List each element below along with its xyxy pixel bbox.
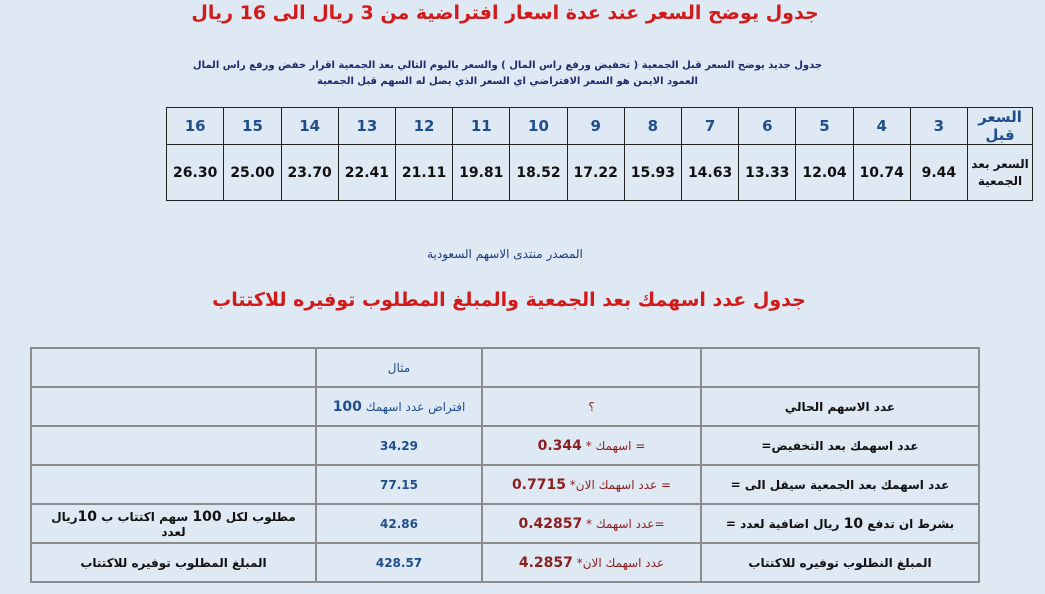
price-after-cell: 19.81: [453, 145, 510, 201]
extra-payment-label: بشرط ان تدفع 10 ريال اضافية لعدد =: [701, 504, 979, 543]
price-after-cell: 12.04: [796, 145, 853, 201]
price-after-cell: 23.70: [281, 145, 338, 201]
price-after-cell: 10.74: [853, 145, 910, 201]
reduction-result: 34.29: [316, 426, 482, 465]
price-after-cell: 15.93: [624, 145, 681, 201]
price-before-cell: 10: [510, 108, 567, 145]
price-after-cell: 13.33: [739, 145, 796, 201]
price-after-cell: 17.22: [567, 145, 624, 201]
unknown-marker: ؟: [482, 387, 701, 426]
note-line-2: العمود الايمن هو السعر الافتراضي اي السعر الذي يصل له السهم قبل الجمعية: [317, 76, 698, 87]
price-before-cell: 13: [338, 108, 395, 145]
extra-payment-formula: =عدد اسهمك * 0.42857: [482, 504, 701, 543]
calc-cell: [31, 465, 316, 504]
note-line-1: جدول جديد يوضح السعر قبل الجمعية ( تخفيض ورفع راس المال ) والسعر باليوم التالي بعد الجمعية اقرار خفض ورفع راس المال: [192, 60, 823, 71]
price-after-cell: 26.30: [167, 145, 224, 201]
calc-row: [31, 543, 979, 582]
assumed-shares: افتراض عدد اسهمك 100: [316, 387, 482, 426]
required-amount-label: المبلغ النطلوب توفيره للاكتتاب: [701, 543, 979, 582]
calc-cell: [31, 387, 316, 426]
price-before-cell: 6: [739, 108, 796, 145]
price-before-cell: 16: [167, 108, 224, 145]
reduction-formula: = اسهمك * 0.344: [482, 426, 701, 465]
required-amount-note: المبلغ المطلوب توفيره للاكتتاب: [31, 543, 316, 582]
calc-table: [30, 347, 980, 583]
meeting-formula: = عدد اسهمك الان* 0.7715: [482, 465, 701, 504]
extra-payment-result: 42.86: [316, 504, 482, 543]
page-title: جدول يوضح السعر عند عدة اسعار افتراضية من 3 ريال الى 16 ريال: [191, 2, 819, 24]
price-after-cell: 22.41: [338, 145, 395, 201]
calc-row: [31, 426, 979, 465]
price-before-cell: 9: [567, 108, 624, 145]
row-before-label: السعر قبل: [968, 108, 1033, 145]
price-before-row: [167, 108, 1033, 145]
price-before-cell: 3: [910, 108, 967, 145]
calc-row: [31, 504, 979, 543]
shares-after-meeting-label: عدد اسهمك بعد الجمعية سيقل الى =: [701, 465, 979, 504]
row-after-label: السعر بعد الجمعية: [968, 145, 1033, 201]
price-before-cell: 8: [624, 108, 681, 145]
price-after-cell: 14.63: [681, 145, 738, 201]
price-table: [166, 107, 1033, 201]
subscription-note: مطلوب لكل 100 سهم اكتتاب ب 10ريال لعدد: [31, 504, 316, 543]
calc-row: [31, 348, 979, 387]
section-title: جدول عدد اسهمك بعد الجمعية والمبلغ المطلوب توفيره للاكتتاب: [212, 289, 806, 311]
required-amount-formula: عدد اسهمك الان* 4.2857: [482, 543, 701, 582]
calc-row: [31, 465, 979, 504]
calc-cell: [482, 348, 701, 387]
calc-cell: [701, 348, 979, 387]
meeting-result: 77.15: [316, 465, 482, 504]
calc-cell: [31, 348, 316, 387]
price-before-cell: 5: [796, 108, 853, 145]
calc-row: [31, 387, 979, 426]
required-amount-result: 428.57: [316, 543, 482, 582]
price-after-cell: 21.11: [395, 145, 452, 201]
price-before-cell: 7: [681, 108, 738, 145]
example-header: مثال: [316, 348, 482, 387]
price-before-cell: 12: [395, 108, 452, 145]
source-note: المصدر منتدى الاسهم السعودية: [427, 247, 583, 261]
price-after-cell: 18.52: [510, 145, 567, 201]
price-before-cell: 14: [281, 108, 338, 145]
price-after-row: [167, 145, 1033, 201]
price-after-cell: 25.00: [224, 145, 281, 201]
calc-cell: [31, 426, 316, 465]
current-shares-label: عدد الاسهم الحالي: [701, 387, 979, 426]
shares-after-reduction-label: عدد اسهمك بعد التخفيض=: [701, 426, 979, 465]
price-before-cell: 11: [453, 108, 510, 145]
price-before-cell: 15: [224, 108, 281, 145]
price-before-cell: 4: [853, 108, 910, 145]
price-after-cell: 9.44: [910, 145, 967, 201]
